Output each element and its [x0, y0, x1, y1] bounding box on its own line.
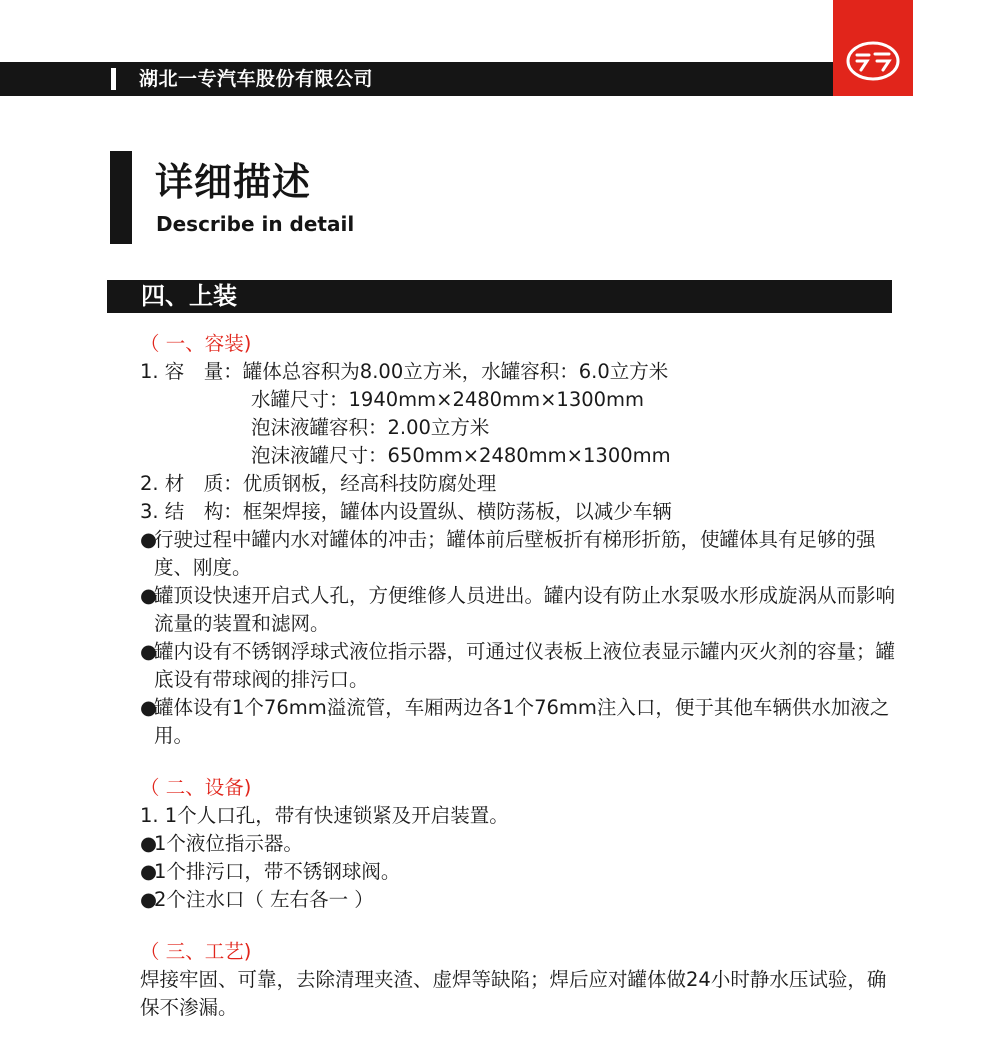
list-item [140, 830, 895, 858]
capacity-line: 1. 容 量：罐体总容积为8.00立方米，水罐容积：6.0立方米 [140, 360, 669, 383]
list-item-text: 1个液位指示器。 [154, 832, 303, 855]
bullet-icon: ● [140, 860, 158, 883]
section-title: 四、上装 [141, 282, 237, 310]
list-item [140, 858, 895, 886]
capacity-heading: （ 一、容装) [140, 332, 252, 355]
list-item-text: 行驶过程中罐内水对罐体的冲击；罐体前后壁板折有梯形折筋，使罐体具有足够的强度、刚度。 [154, 528, 876, 579]
page-title: 详细描述 [155, 160, 312, 204]
list-item [140, 886, 895, 914]
bullet-icon: ● [140, 584, 158, 607]
bullet-icon: ● [140, 832, 158, 855]
list-item-text: 罐体设有1个76mm溢流管，车厢两边各1个76mm注入口，便于其他车辆供水加液之用。 [154, 696, 890, 747]
equipment-line: 1. 1个人口孔，带有快速锁紧及开启装置。 [140, 804, 509, 827]
capacity-line: 水罐尺寸：1940mm×2480mm×1300mm [251, 388, 645, 411]
process-text: 焊接牢固、可靠，去除清理夹渣、虚焊等缺陷；焊后应对罐体做24小时静水压试验，确保不渗漏。 [140, 968, 887, 1019]
logo-icon [845, 40, 901, 82]
list-item-text: 2个注水口（ 左右各一 ） [154, 888, 374, 911]
title-accent-bar [110, 151, 132, 244]
structure-line: 3. 结 构：框架焊接，罐体内设置纵、横防荡板，以减少车辆 [140, 500, 672, 523]
list-item [140, 526, 895, 582]
list-item [140, 638, 895, 694]
content-body [140, 330, 895, 1022]
bullet-icon: ● [140, 888, 158, 911]
list-item [140, 694, 895, 750]
bullet-icon: ● [140, 640, 158, 663]
bullet-icon: ● [140, 528, 158, 551]
list-item-text: 1个排污口，带不锈钢球阀。 [154, 860, 401, 883]
process-heading: （ 三、工艺) [140, 940, 252, 963]
material-line: 2. 材 质：优质钢板，经高科技防腐处理 [140, 472, 497, 495]
list-item-text: 罐内设有不锈钢浮球式液位指示器，可通过仪表板上液位表显示罐内灭火剂的容量；罐底设有带球阀的排污口。 [154, 640, 896, 691]
list-item [140, 582, 895, 638]
bullet-icon: ● [140, 696, 158, 719]
company-name: 湖北一专汽车股份有限公司 [139, 68, 374, 90]
capacity-line: 泡沫液罐容积：2.00立方米 [251, 416, 490, 439]
section-bar [107, 280, 892, 313]
page-subtitle: Describe in detail [156, 212, 355, 236]
brand-logo [833, 0, 913, 96]
equipment-heading: （ 二、设备) [140, 776, 252, 799]
header-bar [0, 62, 833, 96]
capacity-line: 泡沫液罐尺寸：650mm×2480mm×1300mm [251, 444, 671, 467]
header-accent [111, 68, 116, 90]
list-item-text: 罐顶设快速开启式人孔，方便维修人员进出。罐内设有防止水泵吸水形成旋涡从而影响流量的装置和滤网。 [154, 584, 896, 635]
